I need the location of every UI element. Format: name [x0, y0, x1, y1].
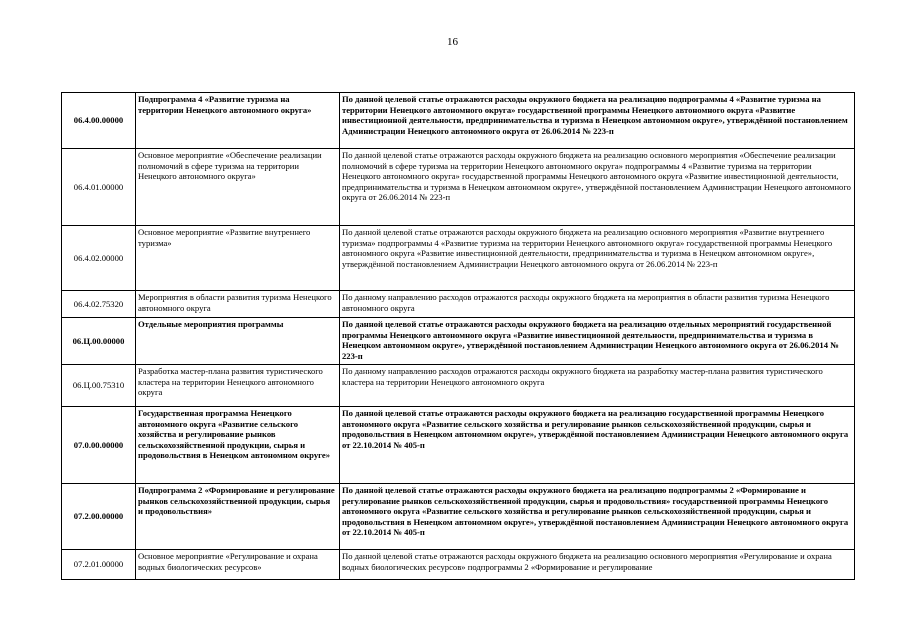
target-article-name: Подпрограмма 4 «Развитие туризма на территории Ненецкого автономного округа» — [136, 93, 340, 149]
target-article-description: По данной целевой статье отражаются расходы окружного бюджета на реализацию основного мероприятия «Обеспечение реализации полномочий в сфере туризма на территории Ненецкого автономного округа» подпрограммы 4 «Развитие туризма на территории Ненецкого автономного округа» государственной программы Ненецкого автономного округа «Развитие инвестиционной деятельности, предпринимательства и туризма в Ненецком автономном округе», утверждённой постановлением Администрации Ненецкого автономного округа от 26.06.2014 № 223-п — [340, 149, 855, 226]
target-article-name: Отдельные мероприятия программы — [136, 318, 340, 365]
target-article-name: Разработка мастер-плана развития туристического кластера на территории Ненецкого автономного округа — [136, 365, 340, 407]
table-row — [62, 365, 855, 407]
target-article-description: По данной целевой статье отражаются расходы окружного бюджета на реализацию подпрограммы 4 «Развитие туризма на территории Ненецкого автономного округа» государственной программы Ненецкого автономного округа «Развитие инвестиционной деятельности, предпринимательства и туризма в Ненецком автономном округе», утверждённой постановлением Администрации Ненецкого автономного округа от 26.06.2014 № 223-п — [340, 93, 855, 149]
budget-classification-table — [61, 92, 855, 580]
target-article-description: По данному направлению расходов отражаются расходы окружного бюджета на разработку мастер-плана развития туристического кластера на территории Ненецкого автономного округа — [340, 365, 855, 407]
target-article-description: По данной целевой статье отражаются расходы окружного бюджета на реализацию основного мероприятия «Регулирование и охрана водных биологических ресурсов» подпрограммы 2 «Формирование и регулирование — [340, 550, 855, 580]
target-article-name: Основное мероприятие «Обеспечение реализации полномочий в сфере туризма на территории Ненецкого автономного округа» — [136, 149, 340, 226]
target-article-description: По данной целевой статье отражаются расходы окружного бюджета на реализацию подпрограммы 2 «Формирование и регулирование рынков сельскохозяйственной продукции, сырья и продовольствия» государственной программы Ненецкого автономного округа «Развитие сельского хозяйства и регулирование рынков сельскохозяйственной продукции, сырья и продовольствия в Ненецком автономном округе», утверждённой постановлением Администрации Ненецкого автономного округа от 22.10.2014 № 405-п — [340, 484, 855, 550]
target-article-code: 06.Ц.00.00000 — [62, 318, 136, 365]
table-row — [62, 407, 855, 484]
target-article-code: 07.2.00.00000 — [62, 484, 136, 550]
target-article-code: 06.4.01.00000 — [62, 149, 136, 226]
table-row — [62, 149, 855, 226]
target-article-name: Государственная программа Ненецкого автономного округа «Развитие сельского хозяйства и регулирование рынков сельскохозяйственной продукции, сырья и продовольствия в Ненецком автономном округе» — [136, 407, 340, 484]
target-article-description: По данной целевой статье отражаются расходы окружного бюджета на реализацию государственной программы Ненецкого автономного округа «Развитие сельского хозяйства и регулирование рынков сельскохозяйственной продукции, сырья и продовольствия в Ненецком автономном округе», утверждённой постановлением Администрации Ненецкого автономного округа от 22.10.2014 № 405-п — [340, 407, 855, 484]
target-article-name: Основное мероприятие «Развитие внутреннего туризма» — [136, 226, 340, 291]
table-row — [62, 291, 855, 318]
page-number: 16 — [447, 36, 458, 48]
target-article-code: 06.4.02.00000 — [62, 226, 136, 291]
table-row — [62, 93, 855, 149]
target-article-code: 07.2.01.00000 — [62, 550, 136, 580]
table-row — [62, 550, 855, 580]
table-row — [62, 318, 855, 365]
table-row — [62, 484, 855, 550]
target-article-code: 06.4.00.00000 — [62, 93, 136, 149]
target-article-name: Мероприятия в области развития туризма Ненецкого автономного округа — [136, 291, 340, 318]
table-row — [62, 226, 855, 291]
target-article-description: По данной целевой статье отражаются расходы окружного бюджета на реализацию отдельных мероприятий государственной программы Ненецкого автономного округа «Развитие инвестиционной деятельности, предпринимательства и туризма в Ненецком автономном округе», утверждённой постановлением Администрации Ненецкого автономного округа от 26.06.2014 № 223-п — [340, 318, 855, 365]
target-article-code: 07.0.00.00000 — [62, 407, 136, 484]
target-article-code: 06.4.02.75320 — [62, 291, 136, 318]
target-article-code: 06.Ц.00.75310 — [62, 365, 136, 407]
target-article-name: Основное мероприятие «Регулирование и охрана водных биологических ресурсов» — [136, 550, 340, 580]
target-article-description: По данному направлению расходов отражаются расходы окружного бюджета на мероприятия в области развития туризма Ненецкого автономного округа — [340, 291, 855, 318]
target-article-name: Подпрограмма 2 «Формирование и регулирование рынков сельскохозяйственной продукции, сырья и продовольствия» — [136, 484, 340, 550]
target-article-description: По данной целевой статье отражаются расходы окружного бюджета на реализацию основного мероприятия «Развитие внутреннего туризма» подпрограммы 4 «Развитие туризма на территории Ненецкого автономного округа» государственной программы Ненецкого автономного округа «Развитие инвестиционной деятельности, предпринимательства и туризма в Ненецком автономном округе», утверждённой постановлением Администрации Ненецкого автономного округа от 26.06.2014 № 223-п — [340, 226, 855, 291]
